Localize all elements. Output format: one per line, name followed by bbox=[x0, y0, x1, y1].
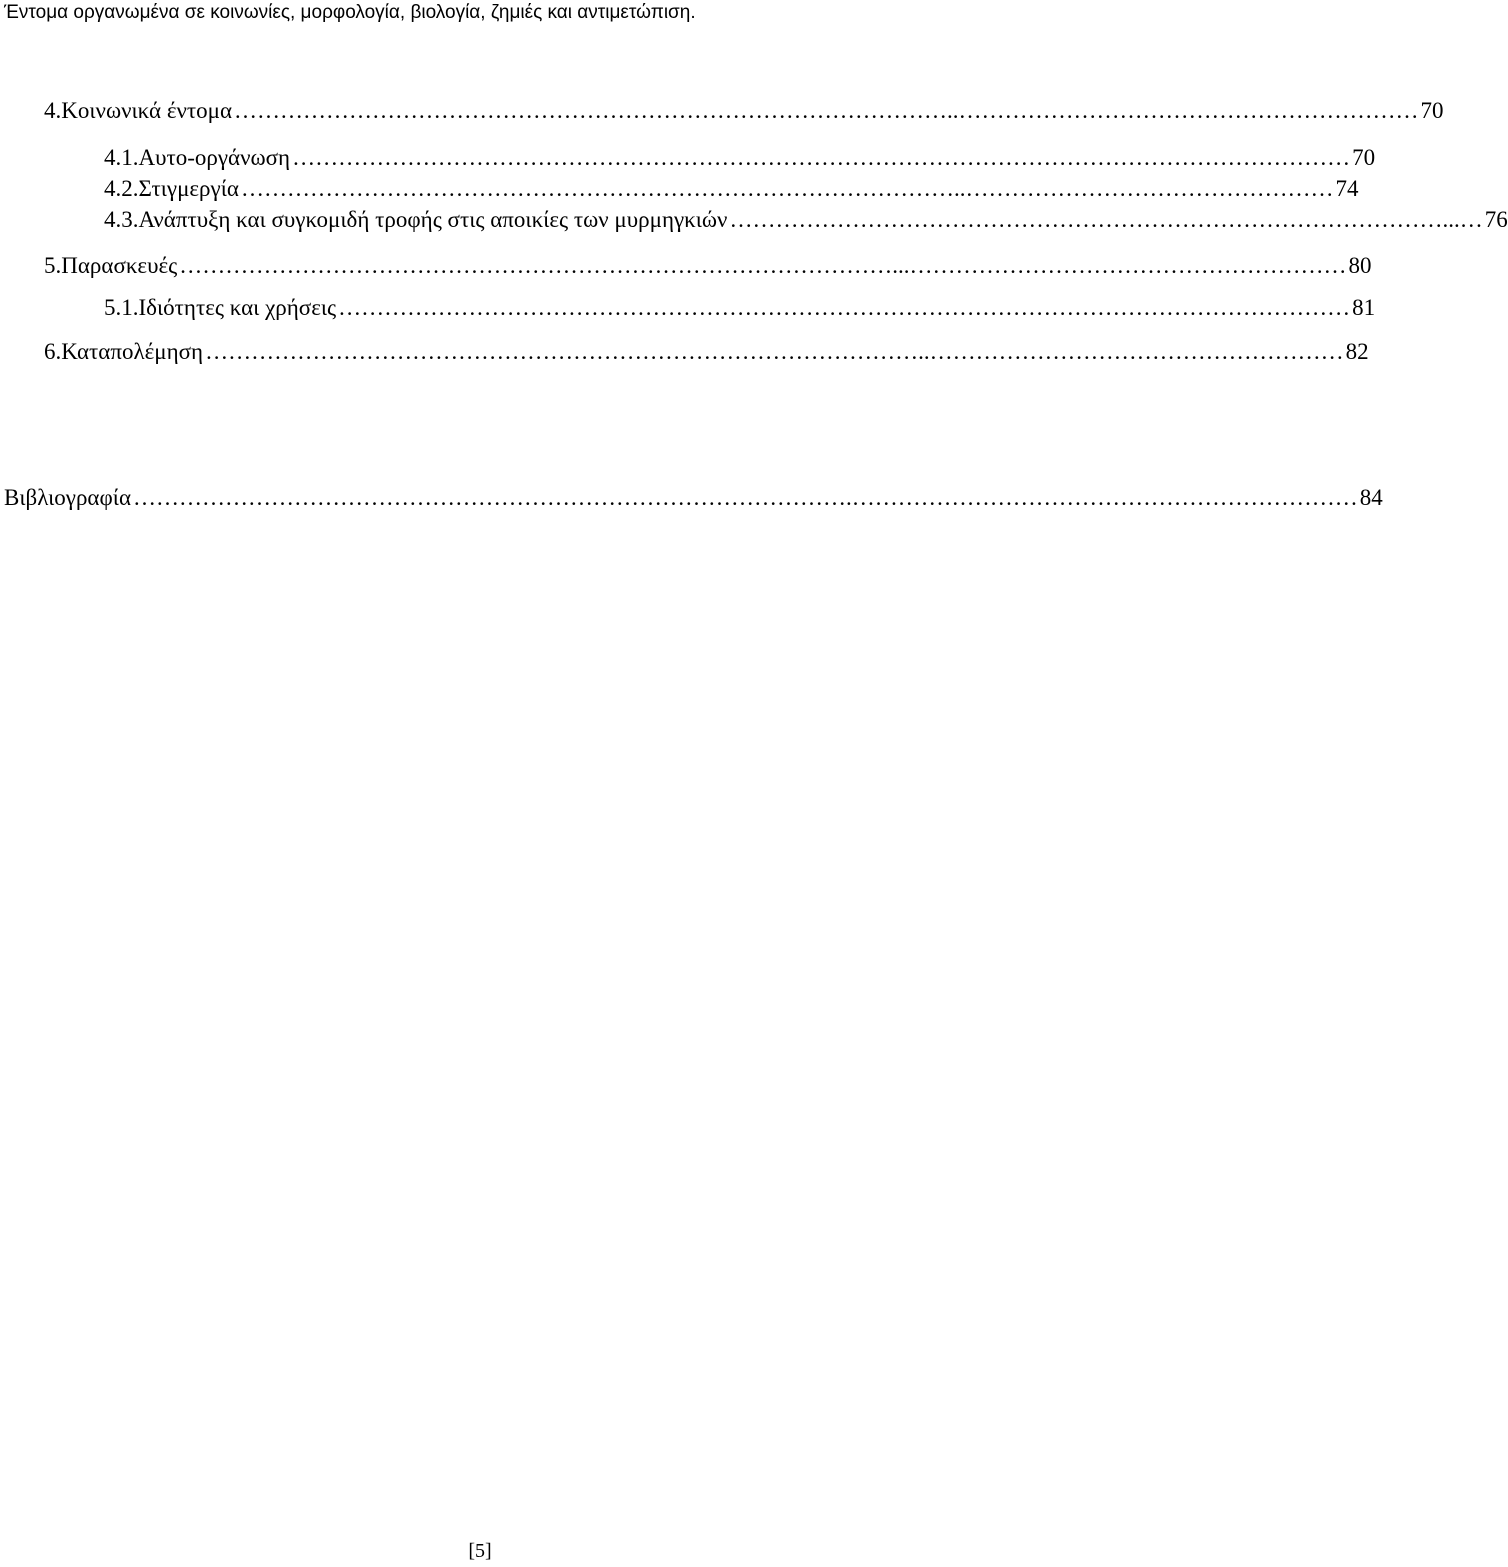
toc-page: 76 bbox=[1484, 207, 1508, 232]
toc-leader: ………………………………………………………….………………………………………………………………………………… bbox=[133, 485, 1358, 510]
toc-entry-4-1[interactable] bbox=[104, 143, 1376, 173]
toc-page: 84 bbox=[1359, 485, 1383, 510]
toc-title: Βιβλιογραφία bbox=[4, 485, 131, 510]
toc-page: 70 bbox=[1352, 145, 1376, 170]
toc-page: 81 bbox=[1352, 295, 1376, 320]
toc-page: 70 bbox=[1420, 98, 1444, 123]
toc-leader: …………………………………………………...………………………………………………………………………………… bbox=[179, 253, 1347, 278]
toc-title: Ανάπτυξη και συγκομιδή τροφής στις αποικίες των μυρμηγκιών bbox=[138, 207, 728, 232]
toc-page: 80 bbox=[1348, 253, 1372, 278]
toc-entry-6[interactable] bbox=[44, 337, 1369, 367]
toc-leader: …………………………………………………………………………………………………………………… bbox=[338, 295, 1351, 320]
toc-entry-5-1[interactable] bbox=[104, 293, 1376, 323]
toc-title: Καταπολέμηση bbox=[61, 339, 204, 364]
toc-number: 4.2. bbox=[104, 176, 139, 201]
toc-leader: ……………………………………………………..………………………………………………………………………………… bbox=[234, 98, 1419, 123]
page-number: [5] bbox=[468, 1540, 492, 1562]
toc-leader: ………………………………………………..………………………………………………………………………………… bbox=[205, 339, 1344, 364]
toc-number: 4.3. bbox=[104, 207, 139, 232]
toc-title: Ιδιότητες και χρήσεις bbox=[138, 295, 337, 320]
toc-leader: …………………………………………..………………………………………………………………………………… bbox=[240, 176, 1334, 201]
toc-number: 5.1. bbox=[104, 295, 139, 320]
toc-page: 74 bbox=[1335, 176, 1359, 201]
toc-leader: ………………………………………………………………………………………………………………………… bbox=[292, 145, 1351, 170]
toc-title: Αυτο-οργάνωση bbox=[138, 145, 291, 170]
toc-leader: …...………………………………………………………………………………… bbox=[729, 207, 1483, 232]
toc-page: 82 bbox=[1345, 339, 1369, 364]
toc-entry-4-2[interactable] bbox=[104, 174, 1359, 204]
toc-title: Στιγμεργία bbox=[138, 176, 239, 201]
toc-number: 4.1. bbox=[104, 145, 139, 170]
toc-title: Κοινωνικά έντομα bbox=[61, 98, 233, 123]
toc-number: 5. bbox=[44, 253, 62, 278]
toc-entry-bibliography[interactable] bbox=[4, 483, 1383, 513]
toc-entry-4[interactable] bbox=[44, 96, 1444, 126]
toc-number: 4. bbox=[44, 98, 62, 123]
toc-number: 6. bbox=[44, 339, 62, 364]
toc-title: Παρασκευές bbox=[61, 253, 178, 278]
toc-entry-5[interactable] bbox=[44, 251, 1372, 281]
running-header: Έντομα οργανωμένα σε κοινωνίες, μορφολογία, βιολογία, ζημιές και αντιμετώπιση. bbox=[4, 2, 696, 23]
toc-entry-4-3[interactable] bbox=[104, 205, 1508, 235]
